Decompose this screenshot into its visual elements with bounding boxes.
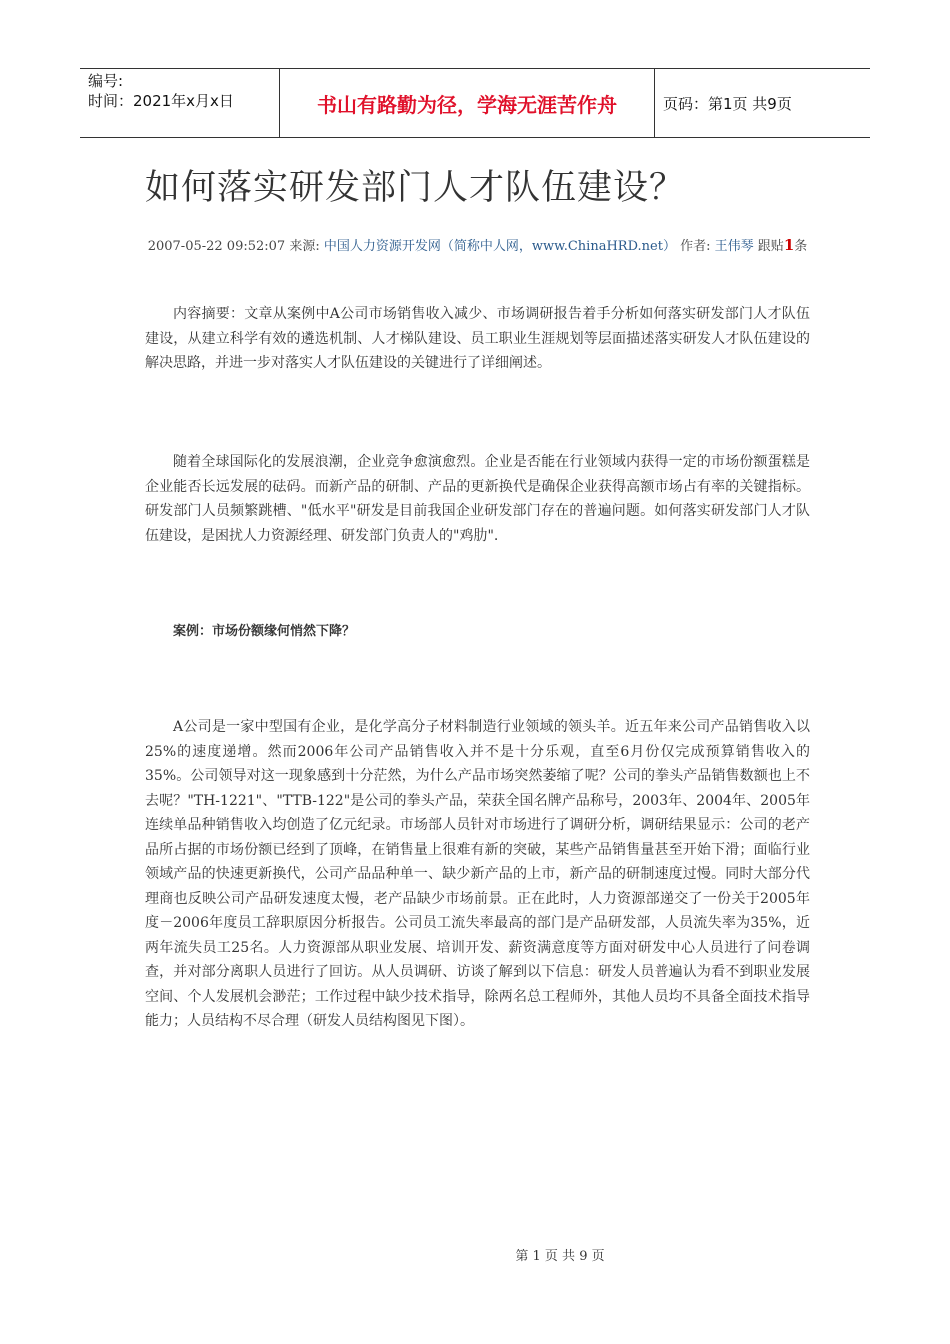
motto: 书山有路勤为径，学海无涯苦作舟: [280, 69, 655, 137]
intro-paragraph: 随着全球国际化的发展浪潮，企业竞争愈演愈烈。企业是否能在行业领域内获得一定的市场份额蛋糕是企业能否长远发展的砝码。而新产品的研制、产品的更新换代是确保企业获得高额市场占有率的关键指标。研发部门人员频繁跳槽、"低水平"研发是目前我国企业研发部门存在的普遍问题。如何落实研发部门人才队伍建设，是困扰人力资源经理、研发部门负责人的"鸡肋".: [145, 454, 810, 544]
page-header: [80, 68, 870, 138]
meta-follow-suffix: 条: [794, 239, 808, 254]
meta-follow-prefix: 跟贴: [757, 239, 784, 254]
date-label: 时间：2021年x月x日: [88, 92, 234, 110]
page-footer: 第 1 页 共 9 页: [515, 1249, 605, 1264]
article-meta: [145, 233, 810, 259]
meta-source-link[interactable]: 中国人力资源开发网（简称中人网，www.ChinaHRD.net）: [323, 239, 676, 254]
case-heading: 案例：市场份额缘何悄然下降？: [173, 624, 356, 639]
number-label: 编号:: [88, 72, 124, 90]
meta-source-label: 来源:: [289, 239, 320, 254]
page-info: 页码：第1页 共9页: [663, 94, 792, 113]
meta-author-label: 作者:: [680, 239, 711, 254]
meta-timestamp: 2007-05-22 09:52:07: [147, 239, 286, 254]
article-title: 如何落实研发部门人才队伍建设？: [145, 168, 686, 208]
abstract-paragraph: 内容摘要：文章从案例中A公司市场销售收入减少、市场调研报告着手分析如何落实研发部门人才队伍建设，从建立科学有效的遴选机制、人才梯队建设、员工职业生涯规划等层面描述落实研发人才队伍建设的解决思路，并进一步对落实人才队伍建设的关键进行了详细阐述。: [145, 306, 810, 371]
header-info-cell: [80, 69, 280, 137]
meta-author-link[interactable]: 王伟琴: [714, 239, 754, 254]
case-paragraph: A公司是一家中型国有企业，是化学高分子材料制造行业领域的领头羊。近五年来公司产品销售收入以25%的速度递增。然而2006年公司产品销售收入并不是十分乐观，直至6月份仅完成预算销售收入的35%。公司领导对这一现象感到十分茫然，为什么产品市场突然萎缩了呢？公司的拳头产品销售数额也上不去呢？"TH-1221"、"TTB-122"是公司的拳头产品，荣获全国名牌产品称号，2003年、2004年、2005年连续单品种销售收入均创造了亿元纪录。市场部人员针对市场进行了调研分析，调研结果显示：公司的老产品所占据的市场份额已经到了顶峰，在销售量上很难有新的突破，某些产品销售量甚至开始下滑；面临行业领域产品的快速更新换代，公司产品品种单一、缺少新产品的上市，新产品的研制速度过慢。同时大部分代理商也反映公司产品研发速度太慢，老产品缺少市场前景。正在此时，人力资源部递交了一份关于2005年度－2006年度员工辞职原因分析报告。公司员工流失率最高的部门是产品研发部，人员流失率为35%，近两年流失员工25名。人力资源部从职业发展、培训开发、薪资满意度等方面对研发中心人员进行了问卷调查，并对部分离职人员进行了回访。从人员调研、访谈了解到以下信息：研发人员普遍认为看不到职业发展空间、个人发展机会渺茫；工作过程中缺少技术指导，除两名总工程师外，其他人员均不具备全面技术指导能力；人员结构不尽合理（研发人员结构图见下图）。: [145, 719, 810, 1029]
meta-follow-count[interactable]: 1: [783, 236, 795, 254]
